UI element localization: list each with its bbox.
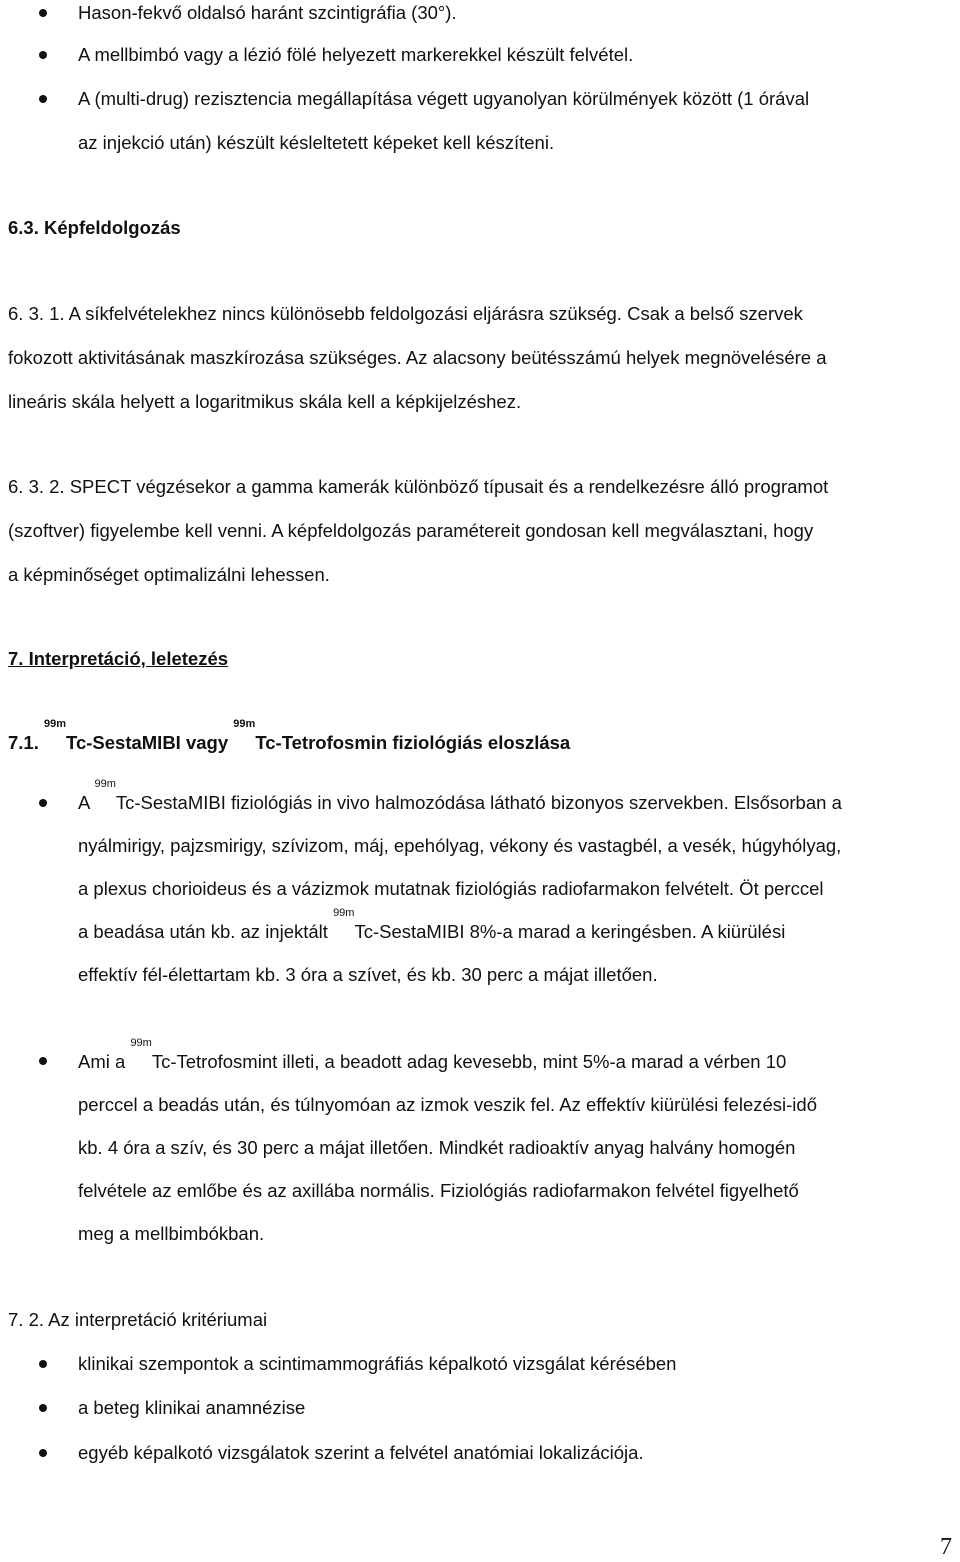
bullet-marker <box>39 95 47 103</box>
section-heading-7: 7. Interpretáció, leletezés <box>8 648 229 669</box>
b2-line-4: felvétele az emlőbe és az axillába normális. Fiziológiás radiofarmakon felvétel figyelhető <box>78 1180 799 1201</box>
subsection-heading-7-2: 7. 2. Az interpretáció kritériumai <box>8 1309 268 1330</box>
subsection-heading-7-1 <box>8 718 571 756</box>
b1-line-3: a plexus chorioideus és a vázizmok mutatnak fiziológiás radiofarmakon felvételt. Öt perccel <box>78 878 824 899</box>
criteria-item-1: klinikai szempontok a scintimammográfiás képalkotó vizsgálat kérésében <box>78 1353 677 1374</box>
text: A <box>78 792 95 813</box>
paragraph-6-3-2-line-2: (szoftver) figyelembe kell venni. A képfeldolgozás paramétereit gondosan kell megválasztani, hogy <box>8 520 814 541</box>
isotope-sup: 99m <box>44 718 67 730</box>
isotope-sup: 99m <box>94 778 116 790</box>
heading-suffix: Tc-Tetrofosmin fiziológiás eloszlása <box>255 732 571 753</box>
isotope-sup: 99m <box>130 1037 152 1049</box>
bullet-marker <box>39 1449 47 1457</box>
intro-bullet-3-cont: az injekció után) készült késleltetett képeket kell készíteni. <box>78 132 555 153</box>
criteria-item-2: a beteg klinikai anamnézise <box>78 1397 306 1418</box>
paragraph-6-3-1-line-1: 6. 3. 1. A síkfelvételekhez nincs különösebb feldolgozási eljárásra szükség. Csak a belső szervek <box>8 303 803 324</box>
paragraph-6-3-2-line-3: a képminőséget optimalizálni lehessen. <box>8 564 330 585</box>
b1-line-5: effektív fél-élettartam kb. 3 óra a szívet, és kb. 30 perc a májat illetően. <box>78 964 658 985</box>
b1-line-4 <box>78 907 786 945</box>
isotope-sup: 99m <box>233 718 256 730</box>
bullet-marker <box>39 1404 47 1412</box>
isotope-sup: 99m <box>333 907 355 919</box>
b2-line-1 <box>78 1037 787 1075</box>
text: a beadása után kb. az injektált <box>78 921 334 942</box>
heading-prefix: 7.1. <box>8 732 44 753</box>
heading-mid: Tc-SestaMIBI vagy <box>66 732 234 753</box>
intro-bullet-2: A mellbimbó vagy a lézió fölé helyezett markerekkel készült felvétel. <box>78 44 634 65</box>
b2-line-5: meg a mellbimbókban. <box>78 1223 265 1244</box>
section-heading-6-3: 6.3. Képfeldolgozás <box>8 217 181 238</box>
b1-line-1 <box>78 778 842 816</box>
b1-line-2: nyálmirigy, pajzsmirigy, szívizom, máj, epehólyag, vékony és vastagbél, a vesék, húgyhólyag, <box>78 835 842 856</box>
paragraph-6-3-1-line-2: fokozott aktivitásának maszkírozása szükséges. Az alacsony beütésszámú helyek megnövelésére a <box>8 347 827 368</box>
bullet-marker <box>39 9 47 17</box>
page-number: 7 <box>940 1534 952 1560</box>
paragraph-6-3-1-line-3: lineáris skála helyett a logaritmikus skála kell a képkijelzéshez. <box>8 391 522 412</box>
text: Tc-SestaMIBI fiziológiás in vivo halmozódása látható bizonyos szervekben. Elsősorban a <box>115 792 842 813</box>
intro-bullet-3: A (multi-drug) rezisztencia megállapítása végett ugyanolyan körülmények között (1 órával <box>78 88 810 109</box>
bullet-marker <box>39 799 47 807</box>
b2-line-2: perccel a beadás után, és túlnyomóan az izmok veszik fel. Az effektív kiürülési felezési-idő <box>78 1094 817 1115</box>
bullet-marker <box>39 1057 47 1065</box>
text: Tc-Tetrofosmint illeti, a beadott adag kevesebb, mint 5%-a marad a vérben 10 <box>151 1051 787 1072</box>
b2-line-3: kb. 4 óra a szív, és 30 perc a májat illetően. Mindkét radioaktív anyag halvány homogén <box>78 1137 796 1158</box>
paragraph-6-3-2-line-1: 6. 3. 2. SPECT végzésekor a gamma kamerák különböző típusait és a rendelkezésre álló programot <box>8 476 829 497</box>
text: Tc-SestaMIBI 8%-a marad a keringésben. A kiürülési <box>354 921 786 942</box>
bullet-marker <box>39 51 47 59</box>
bullet-marker <box>39 1360 47 1368</box>
intro-bullet-1: Hason-fekvő oldalsó haránt szcintigráfia (30°). <box>78 2 457 23</box>
criteria-item-3: egyéb képalkotó vizsgálatok szerint a felvétel anatómiai lokalizációja. <box>78 1442 644 1463</box>
text: Ami a <box>78 1051 131 1072</box>
